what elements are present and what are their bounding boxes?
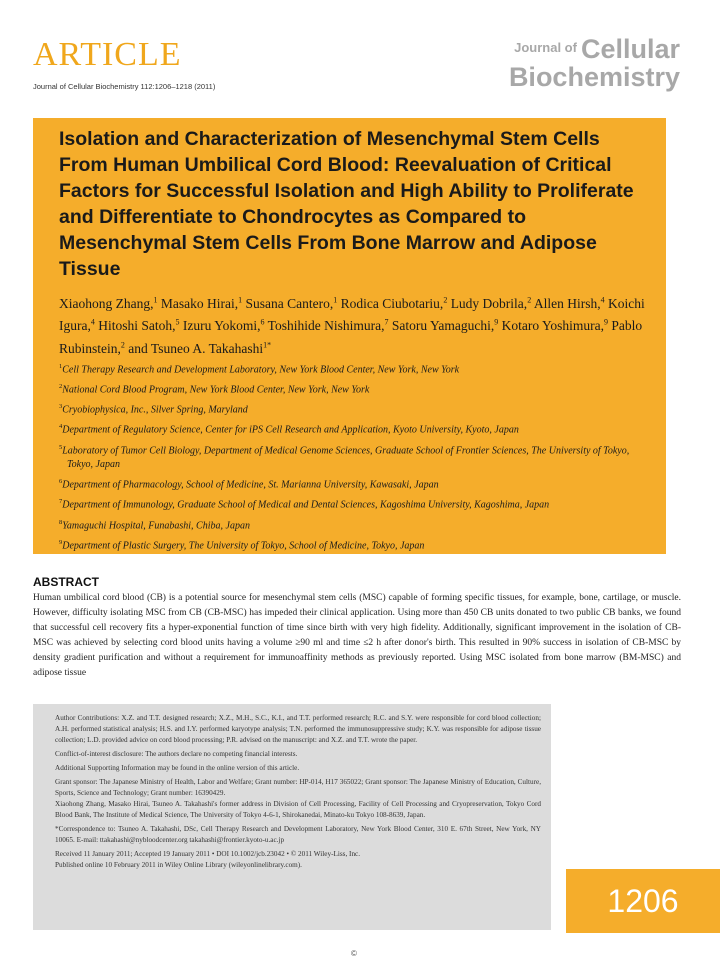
affiliation: $^7$Department of Immunology, Graduate School of Medical and Dental Sciences, Kagoshima University, Kagoshima, Japan	[59, 498, 550, 511]
affiliation: $^5$Laboratory of Tumor Cell Biology, Department of Medical Genome Sciences, Graduate School of Frontier Sciences, The University of Tokyo, Tokyo, Japan	[59, 443, 630, 471]
author: Satoru Yamaguchi,$^9$	[391, 317, 499, 333]
journal-citation: Journal of Cellular Biochemistry 112:1206–1218 (2011)	[33, 82, 216, 91]
author: Susana Cantero,$^1$	[245, 295, 338, 311]
affiliation-list	[59, 360, 648, 554]
grant-sponsors: Grant sponsor: The Japanese Ministry of Health, Labor and Welfare; Grant number: HP-014, H17 365022; Grant sponsor: The Japanese Ministry of Education, Culture, Sports, Science and Technology; Grant number: 16390429.	[55, 778, 541, 797]
author: Koichi Igura,$^4$	[59, 295, 645, 333]
conflict-of-interest: Conflict-of-interest disclosure: The authors declare no competing financial interests.	[55, 750, 298, 758]
affiliation: $^1$Cell Therapy Research and Development Laboratory, New York Blood Center, New York, New York	[59, 362, 460, 375]
published-online: Published online 10 February 2011 in Wiley Online Library (wileyonlinelibrary.com).	[55, 861, 302, 869]
author: Allen Hirsh,$^4$	[533, 295, 605, 311]
journal-logo-cellular: Cellular	[580, 34, 680, 64]
page-number: 1206	[566, 869, 720, 933]
author: Izuru Yokomi,$^6$	[182, 317, 265, 333]
affiliation: $^3$Cryobiophysica, Inc., Silver Spring, Maryland	[59, 403, 248, 416]
author: and Tsuneo A. Takahashi$^{1*}$	[128, 340, 272, 356]
supporting-info: Additional Supporting Information may be found in the online version of this article.	[55, 764, 300, 772]
affiliation: $^9$Department of Plastic Surgery, The University of Tokyo, School of Medicine, Tokyo, Japan	[59, 539, 425, 552]
author-contributions: Author Contributions: X.Z. and T.T. designed research; X.Z., M.H., S.C., K.I., and T.T. performed research; R.C. and S.Y. were responsible for cord blood collection; A.H. performed statistical analysis; H.S. and I.Y. performed karyotype analysis; T.N. performed the immunosuppressive study; K.Y. was responsible for adipose tissue collection; L.D. provided advice on cord blood processing; P.R. advised on the manuscript: and X.Z. and T.T. wrote the paper.	[55, 714, 541, 744]
received-dates: Received 11 January 2011; Accepted 19 January 2011 • DOI 10.1002/jcb.23042 • © 2011 Wiley-Liss, Inc.	[55, 850, 361, 858]
author: Xiaohong Zhang,$^1$	[59, 295, 158, 311]
journal-logo	[509, 36, 680, 91]
paper-title: Isolation and Characterization of Mesenchymal Stem Cells From Human Umbilical Cord Blood: Reevaluation of Critical Factors for Successful Isolation and High Ability to Proliferate and Differentiate to Chondrocytes as Compared to Mesenchymal Stem Cells From Bone Marrow and Adipose Tissue	[59, 128, 634, 280]
journal-logo-of: Journal of	[514, 40, 577, 55]
affiliation: $^4$Department of Regulatory Science, Center for iPS Cell Research and Application, Kyoto University, Kyoto, Japan	[59, 423, 519, 436]
author: Toshihide Nishimura,$^7$	[267, 317, 389, 333]
title-box	[33, 118, 666, 554]
author-list	[59, 290, 648, 358]
author: Rodica Ciubotariu,$^2$	[340, 295, 448, 311]
abstract-text: Human umbilical cord blood (CB) is a potential source for mesenchymal stem cells (MSC) capable of forming specific tissues, for example, bone, cartilage, or muscle. However, difficulty isolating MSC from CB (CB-MSC) has impeded their clinical application. Using more than 450 CB units donated to two public CB banks, we found that successful cell recovery fits a hyper-exponential function of time since birth with very high fidelity. Additionally, significant improvement in the isolation of CB-MSC was achieved by selecting cord blood units having a volume ≥90 ml and time ≤2 h after donor's birth. This resulted in 90% success in isolation of CB-MSC by density gradient purification and without a requirement for immunoaffinity methods as previously reported. Using MSC isolated from bone marrow (BM-MSC) and adipose tissue	[33, 593, 681, 678]
affiliation: $^6$Department of Pharmacology, School of Medicine, St. Marianna University, Kawasaki, Japan	[59, 478, 439, 491]
copyright-mark: ©	[351, 949, 357, 958]
article-label: ARTICLE	[33, 36, 182, 73]
author: Masako Hirai,$^1$	[160, 295, 243, 311]
correspondence: *Correspondence to: Tsuneo A. Takahashi, DSc, Cell Therapy Research and Development Laboratory, New York Blood Center, 310 E. 67th Street, New York, NY 10065. E-mail: ttakahashi@nybloodcenter.org takahashi@frontier.kyoto-u.ac.jp	[55, 825, 541, 844]
author: Ludy Dobrila,$^2$	[450, 295, 532, 311]
author: Pablo Rubinstein,$^2$	[59, 318, 643, 356]
author: Kotaro Yoshimura,$^9$	[501, 317, 608, 333]
affiliation: $^2$National Cord Blood Program, New York Blood Center, New York, New York	[59, 382, 370, 396]
journal-logo-biochemistry: Biochemistry	[508, 62, 680, 92]
abstract-heading: ABSTRACT	[33, 575, 99, 589]
affiliation: $^8$Yamaguchi Hospital, Funabashi, Chiba, Japan	[59, 518, 250, 532]
author: Hitoshi Satoh,$^5$	[98, 317, 180, 333]
footnote-box	[33, 704, 551, 930]
former-address: Xiaohong Zhang, Masako Hirai, Tsuneo A. Takahashi's former address in Division of Cell Processing, Facility of Cell Processing and Cryopreservation, Tokyo Cord Blood Bank, The Institute of Medical Science, The University of Tokyo 4-6-1, Shirokanedai, Minato-ku Tokyo 108-8639, Japan.	[55, 800, 541, 819]
